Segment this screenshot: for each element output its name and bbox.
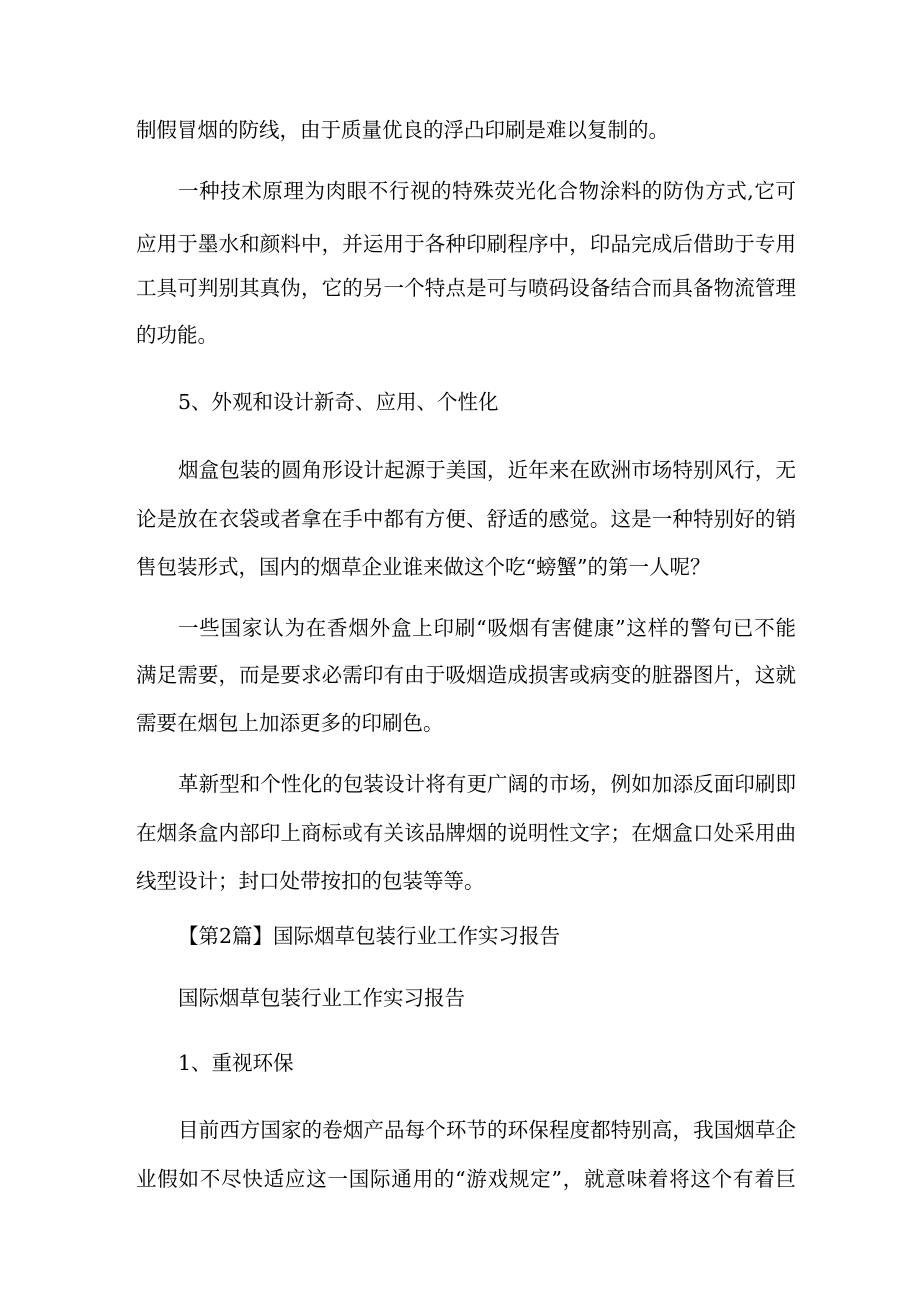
paragraph-line: 的功能。 [136, 323, 218, 347]
paragraph-line: 烟盒包装的圆角形设计起源于美国，近年来在欧洲市场特别风行，无 [178, 458, 796, 482]
paragraph-line: 制假冒烟的防线，由于质量优良的浮凸印刷是难以复制的。 [136, 118, 669, 142]
paragraph-line: 一种技术原理为肉眼不行视的特殊荧光化合物涂料的防伪方式,它可 [178, 179, 796, 203]
paragraph-line: 线型设计；封口处带按扣的包装等等。 [136, 869, 485, 893]
paragraph-line: 应用于墨水和颜料中，并运用于各种印刷程序中，印品完成后借助于专用 [136, 232, 796, 256]
paragraph-line: 工具可判别其真伪，它的另一个特点是可与喷码设备结合而具备物流管理 [136, 276, 796, 300]
paragraph-line: 目前西方国家的卷烟产品每个环节的环保程度都特别高，我国烟草企 [178, 1118, 796, 1142]
section-heading: 1、重视环保 [178, 1051, 294, 1075]
paragraph-line: 论是放在衣袋或者拿在手中都有方便、舒适的感觉。这是一种特别好的销 [136, 507, 796, 531]
article-heading: 【第2篇】国际烟草包装行业工作实习报告 [178, 924, 561, 948]
section-heading: 5、外观和设计新奇、应用、个性化 [178, 390, 499, 414]
paragraph-line: 售包装形式，国内的烟草企业谁来做这个吃“螃蟹”的第一人呢？ [136, 555, 711, 579]
paragraph-line: 满足需要，而是要求必需印有由于吸烟造成损害或病变的脏器图片，这就 [136, 663, 796, 687]
paragraph-line: 需要在烟包上加添更多的印刷色。 [136, 711, 444, 735]
paragraph-line: 革新型和个性化的包装设计将有更广阔的市场，例如加添反面印刷即 [178, 772, 796, 796]
paragraph-line: 一些国家认为在香烟外盒上印刷“吸烟有害健康”这样的警句已不能 [178, 616, 796, 640]
paragraph-line: 在烟条盒内部印上商标或有关该品牌烟的说明性文字；在烟盒口处采用曲 [136, 821, 796, 845]
report-title: 国际烟草包装行业工作实习报告 [178, 986, 465, 1010]
paragraph-line: 业假如不尽快适应这一国际通用的“游戏规定”，就意味着将这个有着巨 [136, 1167, 796, 1191]
